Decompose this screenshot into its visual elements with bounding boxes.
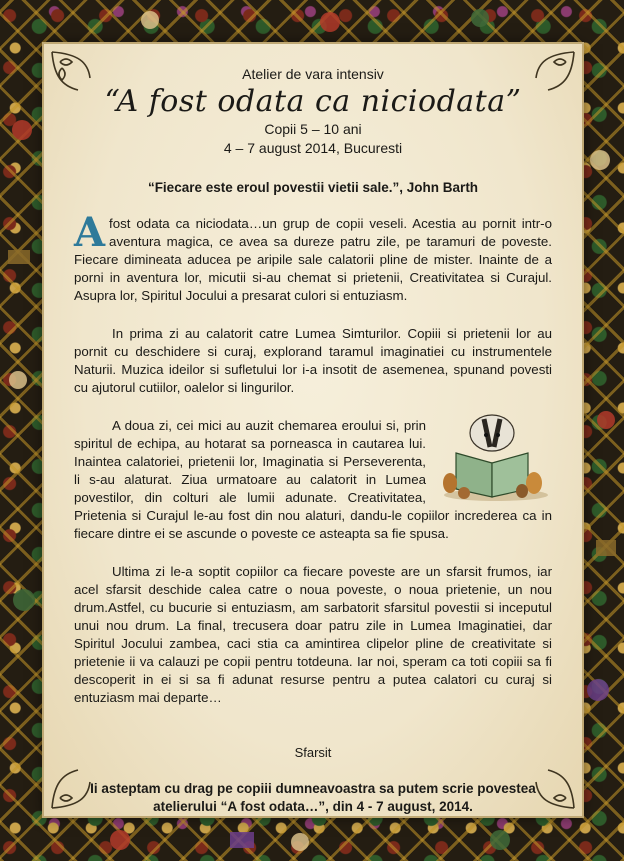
document-content	[74, 62, 552, 816]
story-paragraph-1-text: fost odata ca niciodata…un grup de copii veseli. Acestia au pornit intr-o aventura magica, ce avea sa dureze patru zile, pe taramuri de poveste. Fiecare dimineata aducea pe aripile sale calatorii pline de mister. Inainte de a porni in aventura lor, micutii si-au chemat si prietenii, Creativitatea si Curajul. Asupra lor, Spiritul Jocului a presarat culori si entuziasm.	[74, 216, 552, 303]
page-title: “A fost odata ca niciodata”	[104, 84, 522, 119]
story-paragraph-3: A doua zi, cei mici au auzit chemarea eroului si, prin spiritul de echipa, au hotarat sa porneasca in cautarea lui. Inaintea calatoriei, prietenii lor, Imaginatia si Perseverenta, li s-au alaturat. Ziua urmatoare au calatorit in Lumea povestilor, din colturi ale lumii adunate. Creativitatea, Prietenia si Curajul le-au fost din nou alaturi, dandu-le copiilor increderea ca in fiecare dintre ei se ascunde o poveste ce asteapta sa fie spusa.	[74, 418, 552, 541]
event-dates: 4 – 7 august 2014, Bucuresti	[223, 140, 403, 156]
dropcap-letter: A	[74, 209, 106, 256]
story-paragraph-4: Ultima zi le-a soptit copiilor ca fiecare poveste are un sfarsit frumos, iar acel sfarsit deschide calea catre o noua poveste, o noua prietenie, un nou drum.Astfel, cu bucurie si entuziasm, am sarbatorit sfarsitul povestii si inceputul unui nou drum. La final, trecusera doar patru zile in Lumea Imaginatiei, dar Spiritul Jocului zambea, caci stia ca amintirea clipelor pline de creativitate si prietenie ii va calauzi pe copii pentru totdeuna. Iar noi, speram ca toti copiii sa fi descoperit in ei si sa fi adunat resurse pentru a putea calatori cu curaj si entuziasm mai departe…	[74, 564, 552, 705]
closing-invitation	[74, 780, 552, 816]
story-ending: Sfarsit	[294, 745, 332, 760]
story-paragraph-2: In prima zi au calatorit catre Lumea Simturilor. Copiii si prietenii lor au pornit cu deschidere si curaj, explorand taramul imaginatiei cu instrumentele Naturii. Muzica ideilor si sufletului lor i-a insotit de asemenea, spunand povesti cu ajutorul cutiilor, oalelor si lingurilor.	[74, 326, 552, 395]
closing-line-1: Ii asteptam cu drag pe copiii dumneavoastra sa putem scrie povestea	[90, 781, 536, 796]
workshop-kicker: Atelier de vara intensiv	[242, 66, 384, 82]
story-paragraph-3-block	[74, 417, 552, 543]
epigraph-quote: “Fiecare este eroul povestii vietii sale.”, John Barth	[147, 180, 479, 195]
badger-reading-book-illustration	[434, 411, 552, 503]
age-range: Copii 5 – 10 ani	[264, 121, 362, 137]
closing-line-2: atelierului “A fost odata…”, din 4 - 7 august, 2014.	[153, 799, 473, 814]
story-paragraph-1	[74, 209, 552, 305]
